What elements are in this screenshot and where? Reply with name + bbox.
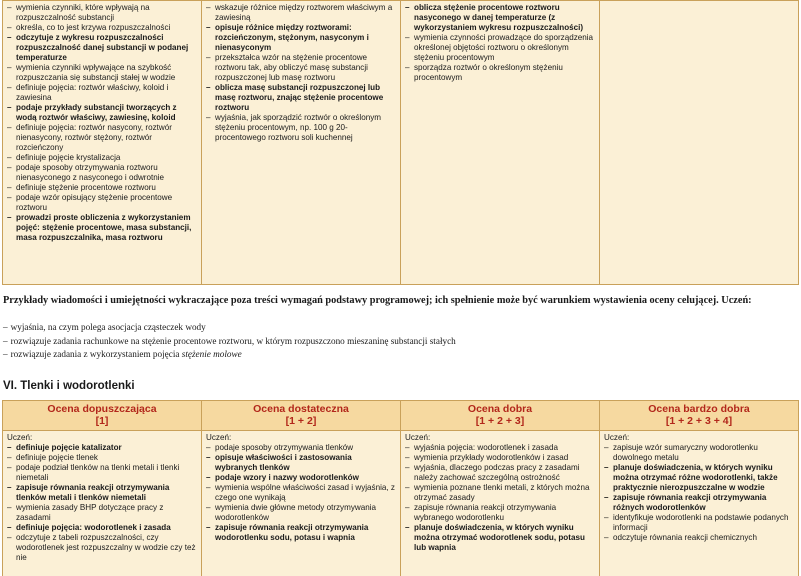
requirement-item: – definiuje pojęcie katalizator: [7, 443, 197, 453]
intro-label: Uczeń:: [206, 433, 232, 442]
requirement-item: – opisuje różnice między roztworami: rozcieńczonym, stężonym, nasyconym i nienasyconym: [206, 23, 396, 53]
requirement-item: – wymienia wspólne właściwości zasad i wyjaśnia, z czego one wynikają: [206, 483, 396, 503]
beyond-requirements-heading: Przykłady wiadomości i umiejętności wykraczające poza treści wymagań podstawy programowej; ich spełnienie może być warunkiem wystawienia oceny celującej. Uczeń:: [3, 295, 752, 306]
grade-header-3: Ocena dobra [1 + 2 + 3]: [401, 401, 600, 431]
requirement-item: – definiuje pojęcia: wodorotlenek i zasada: [7, 523, 197, 533]
requirement-item: – definiuje pojęcia: roztwór nasycony, roztwór nienasycony, roztwór stężony, roztwór rozcieńczony: [7, 123, 197, 153]
requirement-list: [206, 443, 396, 543]
requirement-item: – określa, co to jest krzywa rozpuszczalności: [7, 23, 197, 33]
requirement-item: – podaje wzory i nazwy wodorotlenków: [206, 473, 396, 483]
requirement-item: – wyjaśnia pojęcia: wodorotlenek i zasada: [405, 443, 595, 453]
beyond-item: – rozwiązuje zadania rachunkowe na stężenie procentowe roztworu, w którym rozpuszczono mieszaninę substancji stałych: [3, 335, 456, 346]
grade-cell-2: [202, 431, 401, 576]
requirement-item: – podaje sposoby otrzymywania roztworu nienasyconego z nasyconego i odwrotnie: [7, 163, 197, 183]
requirement-item: – zapisuje wzór sumaryczny wodorotlenku dowolnego metalu: [604, 443, 794, 463]
requirements-table-solutions: [2, 0, 799, 285]
requirement-item: – odczytuje z wykresu rozpuszczalności rozpuszczalność danej substancji w podanej temperaturze: [7, 33, 197, 63]
grade-cell-2: [202, 1, 401, 285]
requirement-list: [7, 443, 197, 563]
requirement-list: [206, 3, 396, 143]
grade-cell-3: [401, 431, 600, 576]
requirement-item: – opisuje właściwości i zastosowania wybranych tlenków: [206, 453, 396, 473]
intro-label: Uczeń:: [604, 433, 630, 442]
requirement-item: – zapisuje równania reakcji otrzymywania tlenków metali i tlenków niemetali: [7, 483, 197, 503]
requirement-item: – wymienia poznane tlenki metali, z których można otrzymać zasady: [405, 483, 595, 503]
requirement-item: – planuje doświadczenia, w których wyniku można otrzymać wodorotlenek sodu, potasu lub wapnia: [405, 523, 595, 553]
grade-cell-1: [3, 431, 202, 576]
grade-cell-4: [600, 431, 799, 576]
requirement-item: – identyfikuje wodorotlenki na podstawie podanych informacji: [604, 513, 794, 533]
requirement-item: – zapisuje równania reakcji otrzymywania wybranego wodorotlenku: [405, 503, 595, 523]
requirement-item: – podaje wzór opisujący stężenie procentowe roztworu: [7, 193, 197, 213]
requirement-item: – podaje sposoby otrzymywania tlenków: [206, 443, 396, 453]
grade-cell-1: [3, 1, 202, 285]
section-title: VI. Tlenki i wodorotlenki: [3, 380, 135, 392]
requirement-item: – zapisuje równania reakcji otrzymywania różnych wodorotlenków: [604, 493, 794, 513]
requirement-item: – odczytuje równania reakcji chemicznych: [604, 533, 794, 543]
grade-header-4: Ocena bardzo dobra [1 + 2 + 3 + 4]: [600, 401, 799, 431]
beyond-item: – rozwiązuje zadania z wykorzystaniem pojęcia stężenie molowe: [3, 349, 242, 360]
requirement-item: – wymienia czynniki wpływające na szybkość rozpuszczania się substancji stałej w wodzie: [7, 63, 197, 83]
requirement-list: [405, 443, 595, 553]
requirement-item: – oblicza stężenie procentowe roztworu nasyconego w danej temperaturze (z wykorzystaniem wykresu rozpuszczalności): [405, 3, 595, 33]
intro-label: Uczeń:: [7, 433, 33, 442]
requirement-list: [604, 443, 794, 543]
requirement-item: – wymienia dwie główne metody otrzymywania wodorotlenków: [206, 503, 396, 523]
requirement-item: – odczytuje z tabeli rozpuszczalności, czy wodorotlenek jest rozpuszczalny w wodzie czy też nie: [7, 533, 197, 563]
requirement-item: – definiuje pojęcia: roztwór właściwy, koloid i zawiesina: [7, 83, 197, 103]
requirement-item: – wymienia przykłady wodorotlenków i zasad: [405, 453, 595, 463]
requirement-item: – definiuje stężenie procentowe roztworu: [7, 183, 197, 193]
requirement-item: – wymienia czynniki, które wpływają na rozpuszczalność substancji: [7, 3, 197, 23]
grade-cell-4: [600, 1, 799, 285]
requirement-list: [405, 3, 595, 83]
requirement-item: – zapisuje równania reakcji otrzymywania wodorotlenku sodu, potasu i wapnia: [206, 523, 396, 543]
intro-label: Uczeń:: [405, 433, 431, 442]
requirement-item: – definiuje pojęcie tlenek: [7, 453, 197, 463]
requirement-item: – prowadzi proste obliczenia z wykorzystaniem pojęć: stężenie procentowe, masa substancji, masa rozpuszczalnika, masa roztworu: [7, 213, 197, 243]
grade-cell-3: [401, 1, 600, 285]
beyond-item: – wyjaśnia, na czym polega asocjacja cząsteczek wody: [3, 322, 206, 332]
requirement-item: – wyjaśnia, dlaczego podczas pracy z zasadami należy zachować szczególną ostrożność: [405, 463, 595, 483]
grade-header-1: Ocena dopuszczająca [1]: [3, 401, 202, 431]
requirement-item: – podaje przykłady substancji tworzących z wodą roztwór właściwy, zawiesinę, koloid: [7, 103, 197, 123]
requirement-item: – wskazuje różnice między roztworem właściwym a zawiesiną: [206, 3, 396, 23]
requirement-item: – przekształca wzór na stężenie procentowe roztworu tak, aby obliczyć masę substancji rozpuszczonej lub masę roztworu: [206, 53, 396, 83]
requirements-table-oxides: [2, 400, 799, 576]
requirement-item: – wyjaśnia, jak sporządzić roztwór o określonym stężeniu procentowym, np. 100 g 20-procentowego roztworu soli kuchennej: [206, 113, 396, 143]
requirement-item: – oblicza masę substancji rozpuszczonej lub masę roztworu, znając stężenie procentowe roztworu: [206, 83, 396, 113]
requirement-list: [7, 3, 197, 243]
requirement-item: – planuje doświadczenia, w których wyniku można otrzymać różne wodorotlenki, także praktycznie nierozpuszczalne w wodzie: [604, 463, 794, 493]
beyond-requirements-list: [3, 321, 798, 362]
requirement-item: – wymienia zasady BHP dotyczące pracy z zasadami: [7, 503, 197, 523]
grade-header-2: Ocena dostateczna [1 + 2]: [202, 401, 401, 431]
requirement-item: – podaje podział tlenków na tlenki metali i tlenki niemetali: [7, 463, 197, 483]
requirement-item: – wymienia czynności prowadzące do sporządzenia określonej objętości roztworu o określonym stężeniu procentowym: [405, 33, 595, 63]
requirement-item: – definiuje pojęcie krystalizacja: [7, 153, 197, 163]
requirement-item: – sporządza roztwór o określonym stężeniu procentowym: [405, 63, 595, 83]
